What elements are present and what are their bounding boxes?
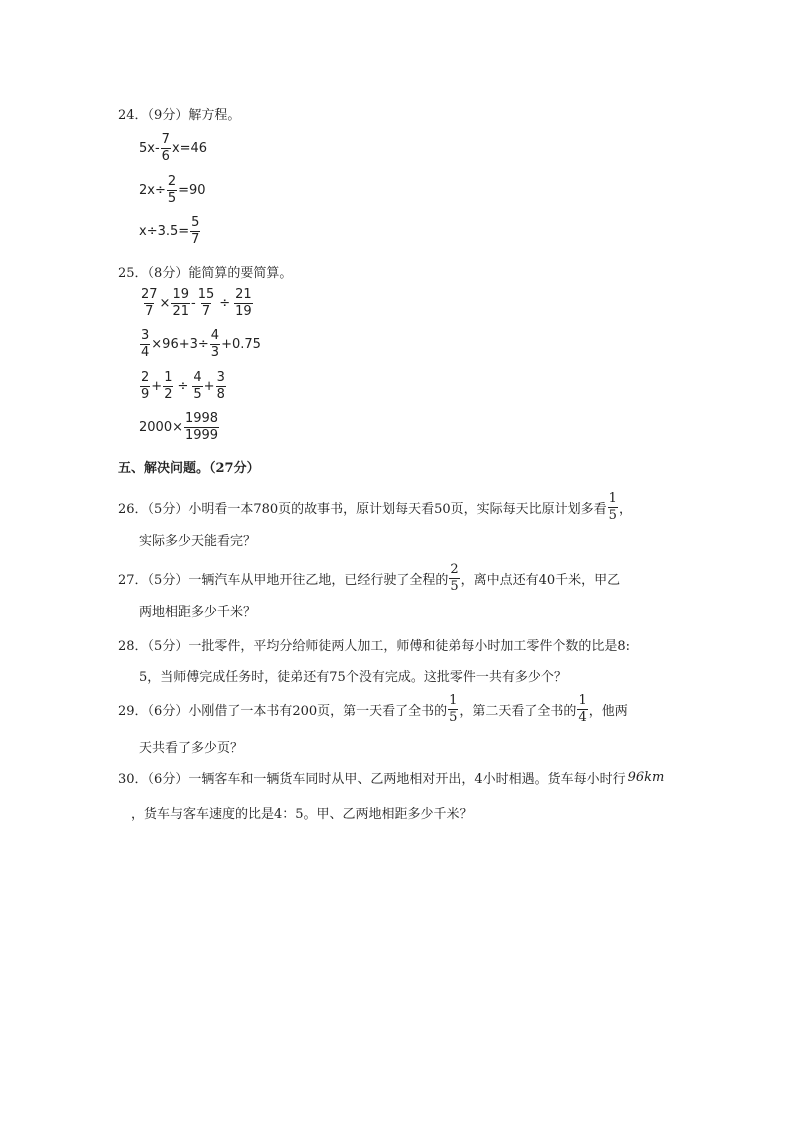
- speed-value: 96km: [627, 770, 665, 785]
- numerator: 1998: [184, 411, 219, 426]
- q29-line-1: [118, 694, 628, 724]
- eq-text: x=46: [171, 140, 208, 156]
- denominator: 5: [450, 578, 459, 594]
- fraction: [210, 329, 220, 359]
- denominator: 8: [216, 386, 225, 402]
- question-text: ，: [618, 501, 632, 517]
- fraction: [140, 371, 150, 401]
- denominator: 7: [191, 231, 200, 247]
- fraction: [449, 563, 459, 593]
- q26-line-2: 实际多少天能看完？: [139, 534, 257, 549]
- numerator: 5: [191, 215, 200, 230]
- eq-text: 2000×: [139, 419, 183, 435]
- numerator: 1: [164, 370, 173, 385]
- q29-line-2: 天共看了多少页？: [139, 741, 244, 756]
- fraction: [234, 288, 253, 318]
- fraction: [163, 371, 173, 401]
- denominator: 5: [193, 386, 202, 402]
- q25-header: 25．（8分）能简算的要简算。: [118, 266, 293, 281]
- eq-text: +0.75: [221, 336, 261, 352]
- fraction: [197, 288, 216, 318]
- q30-line-1: [118, 768, 664, 787]
- numerator: 2: [167, 174, 177, 189]
- denominator: 5: [608, 507, 617, 523]
- q24-equation-1: [139, 133, 207, 163]
- fraction: [608, 492, 618, 522]
- denominator: 9: [141, 386, 150, 402]
- q25-expression-4: [139, 412, 220, 442]
- fraction: [184, 412, 219, 442]
- numerator: 27: [141, 287, 158, 302]
- fraction: [140, 329, 150, 359]
- fraction: [216, 371, 226, 401]
- question-text: 30．（6分）一辆客车和一辆货车同时从甲、乙两地相对开出，4小时相遇。货车每小时行: [118, 772, 626, 787]
- numerator: 1: [449, 693, 458, 708]
- q24-equation-3: [139, 216, 201, 246]
- denominator: 21: [172, 303, 189, 319]
- operator: +: [151, 378, 163, 394]
- operator: ×: [159, 295, 171, 311]
- q24-header: 24．（9分）解方程。: [118, 108, 241, 123]
- eq-text: 5x-: [139, 140, 160, 156]
- denominator: 19: [235, 303, 252, 319]
- q27-line-1: [118, 563, 620, 593]
- numerator: 15: [197, 287, 215, 302]
- numerator: 2: [141, 370, 150, 385]
- fraction: [192, 371, 202, 401]
- q25-expression-1: [139, 288, 254, 318]
- q28-line-1: 28．（5分）一批零件，平均分给师徒两人加工，师傅和徒弟每小时加工零件个数的比是8:: [118, 639, 630, 654]
- fraction: [577, 694, 587, 724]
- eq-text: 2x÷: [139, 182, 166, 198]
- operator: ÷: [219, 295, 231, 311]
- q25-expression-3: [139, 371, 227, 401]
- denominator: 4: [141, 344, 150, 360]
- question-text: ，他两: [588, 703, 628, 719]
- numerator: 19: [172, 287, 189, 302]
- eq-text: =90: [178, 182, 206, 198]
- q25-expression-2: [139, 329, 261, 359]
- numerator: 1: [578, 693, 587, 708]
- numerator: 3: [141, 328, 150, 343]
- question-text: ，离中点还有40千米，甲乙: [460, 572, 621, 588]
- question-text: 29．（6分）小刚借了一本书有200页，第一天看了全书的: [118, 703, 448, 719]
- question-text: ，第二天看了全书的: [459, 703, 577, 719]
- denominator: 7: [145, 303, 154, 319]
- q24-equation-2: [139, 175, 206, 205]
- fraction: [171, 288, 190, 318]
- q27-line-2: 两地相距多少千米？: [139, 605, 257, 620]
- q28-line-2: 5，当师傅完成任务时，徒弟还有75个没有完成。这批零件一共有多少个？: [139, 670, 567, 685]
- denominator: 6: [161, 148, 170, 164]
- eq-text: ×96+3÷: [151, 336, 209, 352]
- numerator: 3: [216, 370, 225, 385]
- denominator: 2: [164, 386, 173, 402]
- operator: ÷: [177, 378, 189, 394]
- numerator: 4: [210, 328, 220, 343]
- q30-line-2: ，货车与客车速度的比是4：5。甲、乙两地相距多少千米？: [131, 807, 473, 822]
- question-text: 27．（5分）一辆汽车从甲地开往乙地，已经行驶了全程的: [118, 572, 449, 588]
- fraction: [161, 133, 171, 163]
- denominator: 5: [167, 190, 177, 206]
- numerator: 7: [161, 132, 170, 147]
- denominator: 4: [578, 709, 587, 725]
- denominator: 7: [201, 303, 211, 319]
- fraction: [167, 175, 177, 205]
- fraction: [190, 216, 200, 246]
- fraction: [448, 694, 458, 724]
- numerator: 1: [608, 491, 617, 506]
- denominator: 1999: [184, 427, 219, 443]
- numerator: 21: [235, 287, 252, 302]
- eq-text: x÷3.5=: [139, 223, 190, 239]
- denominator: 5: [449, 709, 458, 725]
- numerator: 2: [450, 562, 459, 577]
- denominator: 3: [210, 344, 220, 360]
- q26-line-1: [118, 492, 632, 522]
- section-heading: 五、解决问题。（27分）: [118, 461, 260, 476]
- fraction: [140, 288, 159, 318]
- question-text: 26．（5分）小明看一本780页的故事书，原计划每天看50页，实际每天比原计划多看: [118, 501, 607, 517]
- numerator: 4: [193, 370, 202, 385]
- operator: +: [203, 378, 215, 394]
- operator: -: [191, 295, 196, 311]
